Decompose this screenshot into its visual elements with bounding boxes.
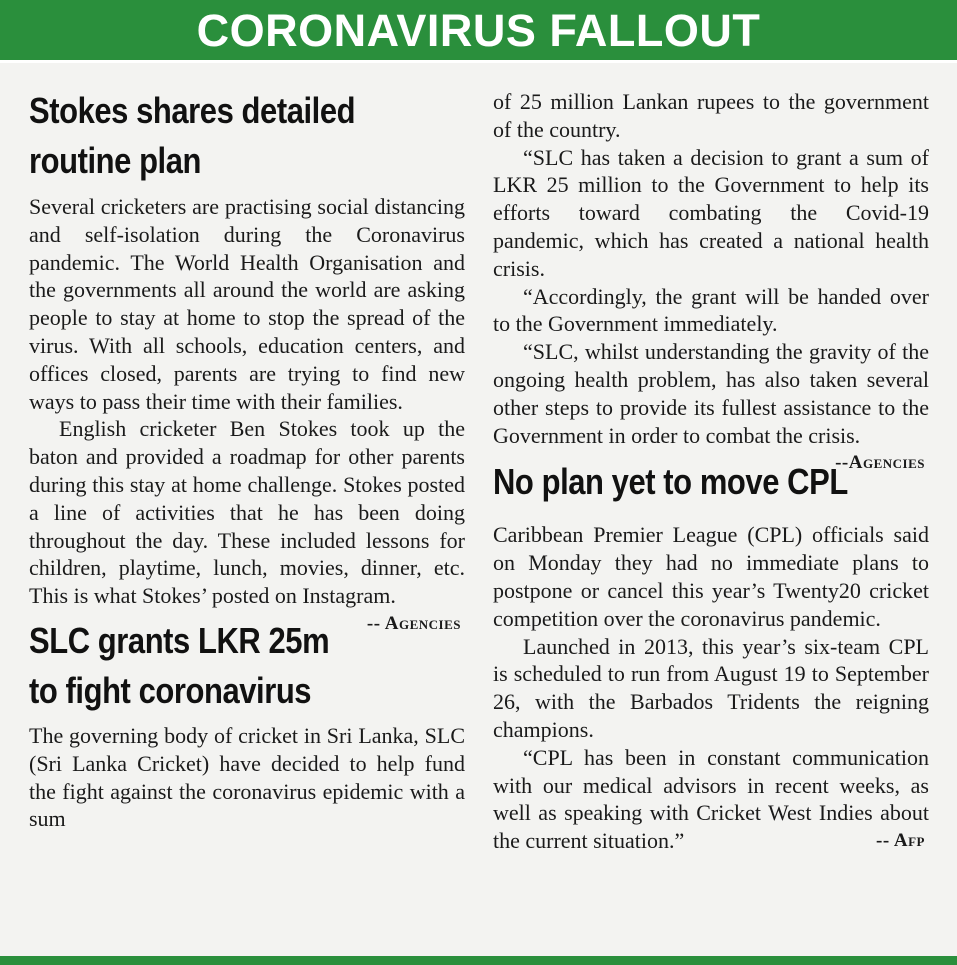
slc-credit: --Agencies (835, 452, 925, 474)
headline-slc (29, 616, 465, 716)
footer-bar (0, 956, 957, 965)
stokes-paragraph-2-text: English cricketer Ben Stokes took up the baton and provided a roadmap for other parents during this stay at home challenge. Stokes posted a line of activities that he has been doing throughout the day. These included lessons for children, playtime, lunch, movies, dinner, etc. This is what Stokes’ posted on Instagram. (29, 416, 465, 609)
left-column (29, 84, 465, 833)
article-stokes (29, 86, 465, 634)
headline-stokes (29, 86, 465, 186)
article-cpl (493, 457, 929, 855)
headline-slc-line2: to fight coronavirus (29, 669, 312, 711)
stokes-paragraph-2 (29, 415, 465, 634)
slc-paragraph-4-text: “SLC, whilst understanding the gravity of the ongoing health problem, has also taken several other steps to provide its fullest assistance to the Government in order to combat the crisis. (493, 339, 929, 448)
cpl-paragraph-3-text: “CPL has been in constant communication with our medical advisors in recent weeks, as well as speaking with Cricket West Indies about the current situation.” (493, 744, 929, 854)
cpl-credit: -- Afp (876, 830, 925, 852)
section-banner (0, 0, 957, 63)
right-column (493, 88, 929, 855)
stokes-credit: -- Agencies (366, 612, 461, 634)
article-slc-continued (493, 88, 929, 474)
slc-paragraph-1-start: The governing body of cricket in Sri Lanka, SLC (Sri Lanka Cricket) have decided to help fund the fight against the coronavirus epidemic with a sum (29, 722, 465, 832)
slc-paragraph-4 (493, 338, 929, 474)
headline-stokes-line1: Stokes shares detailed (29, 90, 356, 131)
cpl-paragraph-1: Caribbean Premier League (CPL) officials said on Monday they had no immediate plans to postpone or cancel this year’s Twenty20 cricket competition over the coronavirus pandemic. (493, 522, 929, 631)
section-title: CORONAVIRUS FALLOUT (196, 5, 761, 56)
cpl-paragraph-3 (493, 744, 929, 855)
stokes-paragraph-1: Several cricketers are practising social distancing and self-isolation during the Coronavirus pandemic. The World Health Organisation and the governments all around the world are asking people to stay at home to stop the spread of the virus. With all schools, education centers, and offices closed, parents are trying to find new ways to pass their time with their families. (29, 194, 465, 414)
headline-cpl: No plan yet to move CPL (493, 461, 848, 503)
slc-paragraph-2: “SLC has taken a decision to grant a sum of LKR 25 million to the Government to help its efforts toward combating the Covid-19 pandemic, which has created a national health crisis. (493, 144, 929, 281)
cpl-paragraph-2: Launched in 2013, this year’s six-team CPL is scheduled to run from August 19 to September 26, with the Barbados Tridents the reigning champions. (493, 633, 929, 742)
slc-paragraph-3: “Accordingly, the grant will be handed over to the Government immediately. (493, 283, 929, 337)
slc-paragraph-1-continued: of 25 million Lankan rupees to the government of the country. (493, 89, 929, 142)
headline-slc-line1: SLC grants LKR 25m (29, 619, 330, 661)
headline-stokes-line2: routine plan (29, 140, 201, 181)
article-slc (29, 616, 465, 833)
